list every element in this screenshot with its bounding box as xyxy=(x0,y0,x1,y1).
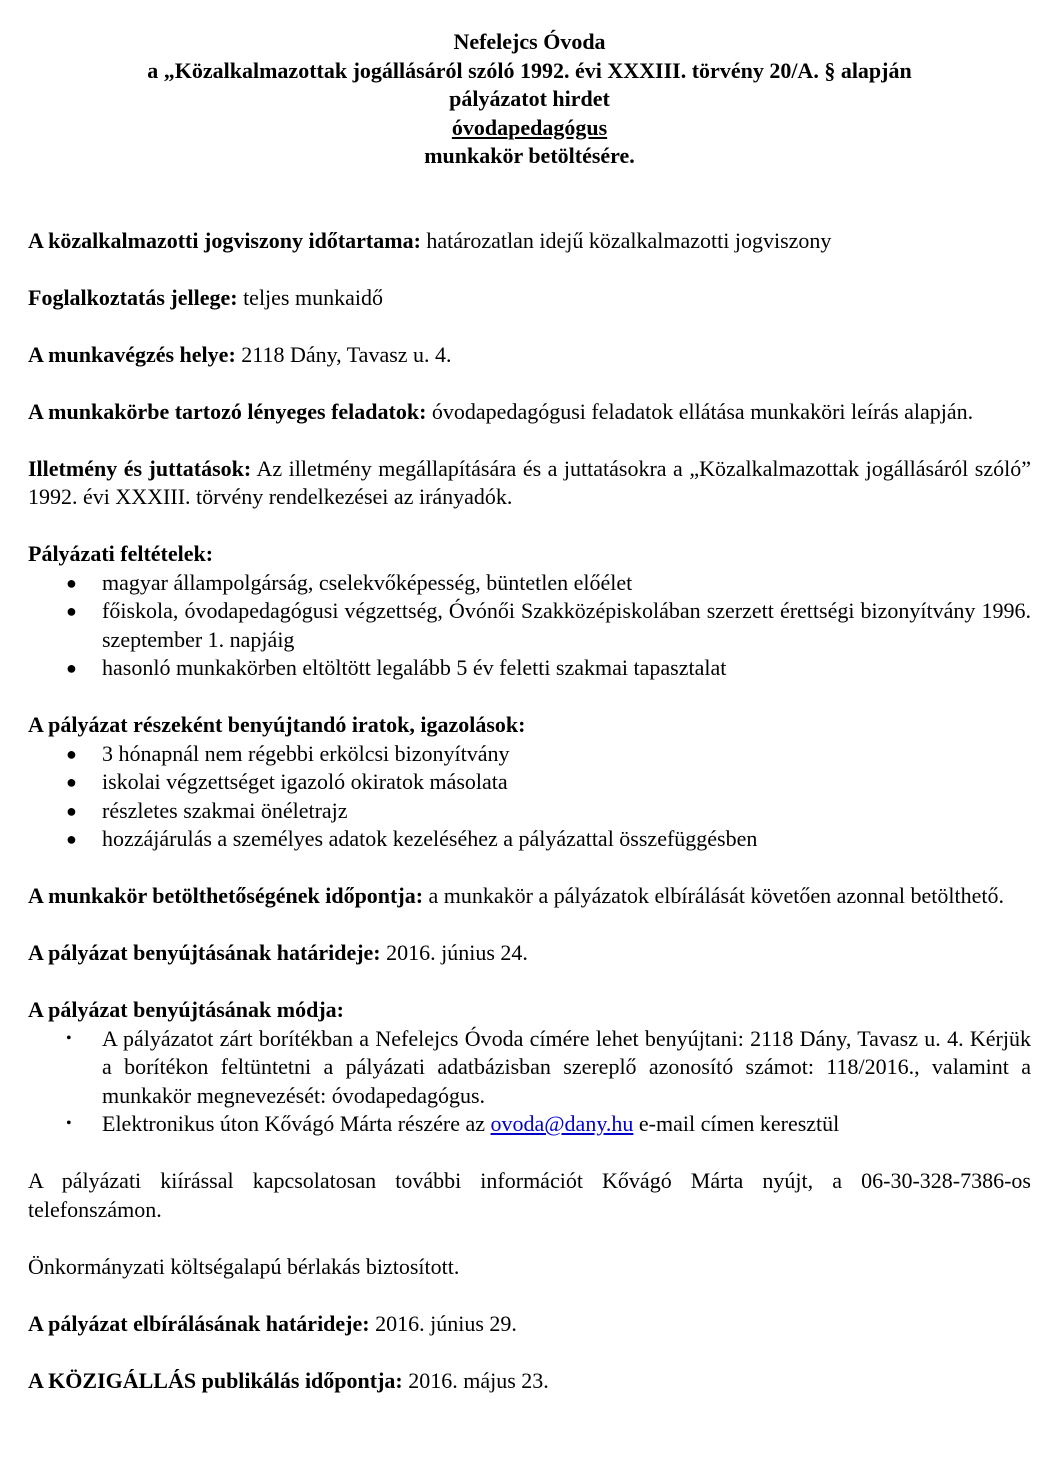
documents-list xyxy=(28,740,1031,854)
bullet-icon: ● xyxy=(66,772,77,792)
start-text: a munkakör a pályázatok elbírálását követően azonnal betölthető. xyxy=(423,883,1004,908)
deadline-text: 2016. június 24. xyxy=(380,940,528,965)
header-purpose: munkakör betöltésére. xyxy=(424,143,635,168)
section-tasks xyxy=(28,398,1031,427)
bullet-icon: ● xyxy=(66,658,77,678)
tasks-label: A munkakörbe tartozó lényeges feladatok: xyxy=(28,398,427,424)
section-place xyxy=(28,341,1031,370)
list-item: ● hozzájárulás a személyes adatok kezeléséhez a pályázattal összefüggésben xyxy=(28,825,1031,854)
deadline-label: A pályázat benyújtásának határideje: xyxy=(28,940,381,965)
documents-label: A pályázat részeként benyújtandó iratok, igazolások: xyxy=(28,712,526,737)
section-salary xyxy=(28,455,1031,512)
duration-label: A közalkalmazotti jogviszony időtartama: xyxy=(28,227,421,253)
section-employment xyxy=(28,284,1031,313)
section-start xyxy=(28,882,1031,911)
list-item: ● iskolai végzettséget igazoló okiratok másolata xyxy=(28,768,1031,797)
publication-label: A KÖZIGÁLLÁS publikálás időpontja: xyxy=(28,1367,403,1393)
section-info xyxy=(28,1167,1031,1224)
bullet-icon: ● xyxy=(66,601,77,621)
conditions-label: Pályázati feltételek: xyxy=(28,541,214,566)
section-decision xyxy=(28,1310,1031,1339)
method-list xyxy=(28,1025,1031,1139)
email-link[interactable]: ovoda@dany.hu xyxy=(490,1111,634,1136)
section-duration xyxy=(28,227,1031,256)
employment-label: Foglalkoztatás jellege: xyxy=(28,284,238,310)
place-label: A munkavégzés helye: xyxy=(28,341,236,367)
bullet-icon: ● xyxy=(66,800,77,821)
bullet-icon: ● xyxy=(66,572,77,593)
decision-label: A pályázat elbírálásának határideje: xyxy=(28,1310,370,1336)
bullet-icon: ● xyxy=(66,743,77,764)
employment-text: teljes munkaidő xyxy=(237,284,383,310)
conditions-list xyxy=(28,569,1031,683)
bullet-icon: • xyxy=(66,1115,72,1132)
list-item: • A pályázatot zárt borítékban a Nefelejcs Óvoda címére lehet benyújtani: 2118 Dány, Tavasz u. 4. Kérjük a borítékon feltüntetni a pályázati adatbázisban szereplő azonosító számot: 118/2016., valamint a munkakör megnevezését: óvodapedagógus. xyxy=(66,1025,1031,1108)
header-institution: Nefelejcs Óvoda xyxy=(453,29,606,54)
list-item: ● hasonló munkakörben eltöltött legalább 5 év feletti szakmai tapasztalat xyxy=(28,654,1031,683)
header-legal-basis: a „Közalkalmazottak jogállásáról szóló 1992. évi XXXIII. törvény 20/A. § alapján xyxy=(147,57,912,83)
place-text: 2118 Dány, Tavasz u. 4. xyxy=(235,341,452,367)
tasks-text: óvodapedagógusi feladatok ellátása munkaköri leírás alapján. xyxy=(426,398,974,424)
list-item: ● 3 hónapnál nem régebbi erkölcsi bizonyítvány xyxy=(28,740,1031,769)
salary-label: Illetmény és juttatások: xyxy=(28,455,252,481)
document-page xyxy=(28,28,1031,1395)
housing-text: Önkormányzati költségalapú bérlakás biztosított. xyxy=(28,1253,460,1279)
start-label: A munkakör betölthetőségének időpontja: xyxy=(28,883,424,908)
section-method xyxy=(28,996,1031,1139)
bullet-icon: • xyxy=(66,1029,72,1047)
list-item: ● részletes szakmai önéletrajz xyxy=(28,797,1031,826)
decision-text: 2016. június 29. xyxy=(369,1310,517,1336)
section-publication xyxy=(28,1367,1031,1396)
section-housing xyxy=(28,1253,1031,1282)
section-conditions xyxy=(28,540,1031,683)
list-item: • Elektronikus úton Kővágó Márta részére az ovoda@dany.hu e-mail címen keresztül xyxy=(28,1110,1031,1139)
header-announcement: pályázatot hirdet xyxy=(449,86,610,111)
list-item: ● magyar állampolgárság, cselekvőképesség, büntetlen előélet xyxy=(28,569,1031,598)
salary-text: Az illetmény megállapítására és a juttatásokra a „Közalkalmazottak jogállásáról szóló” 1992. évi XXXIII. törvény rendelkezései az irányadók. xyxy=(28,455,1031,509)
bullet-icon: ● xyxy=(66,829,77,849)
method-label: A pályázat benyújtásának módja: xyxy=(28,997,344,1022)
duration-text: határozatlan idejű közalkalmazotti jogviszony xyxy=(420,227,832,253)
header-position: óvodapedagógus xyxy=(451,114,608,140)
document-header xyxy=(28,28,1031,171)
section-deadline xyxy=(28,939,1031,968)
list-item: ● főiskola, óvodapedagógusi végzettség, Óvónői Szakközépiskolában szerzett érettségi bizonyítvány 1996. szeptember 1. napjáig xyxy=(66,598,1031,652)
section-documents xyxy=(28,711,1031,854)
info-text: A pályázati kiírással kapcsolatosan további információt Kővágó Márta nyújt, a 06-30-328-7386-os telefonszámon. xyxy=(28,1168,1031,1222)
publication-text: 2016. május 23. xyxy=(402,1367,549,1393)
